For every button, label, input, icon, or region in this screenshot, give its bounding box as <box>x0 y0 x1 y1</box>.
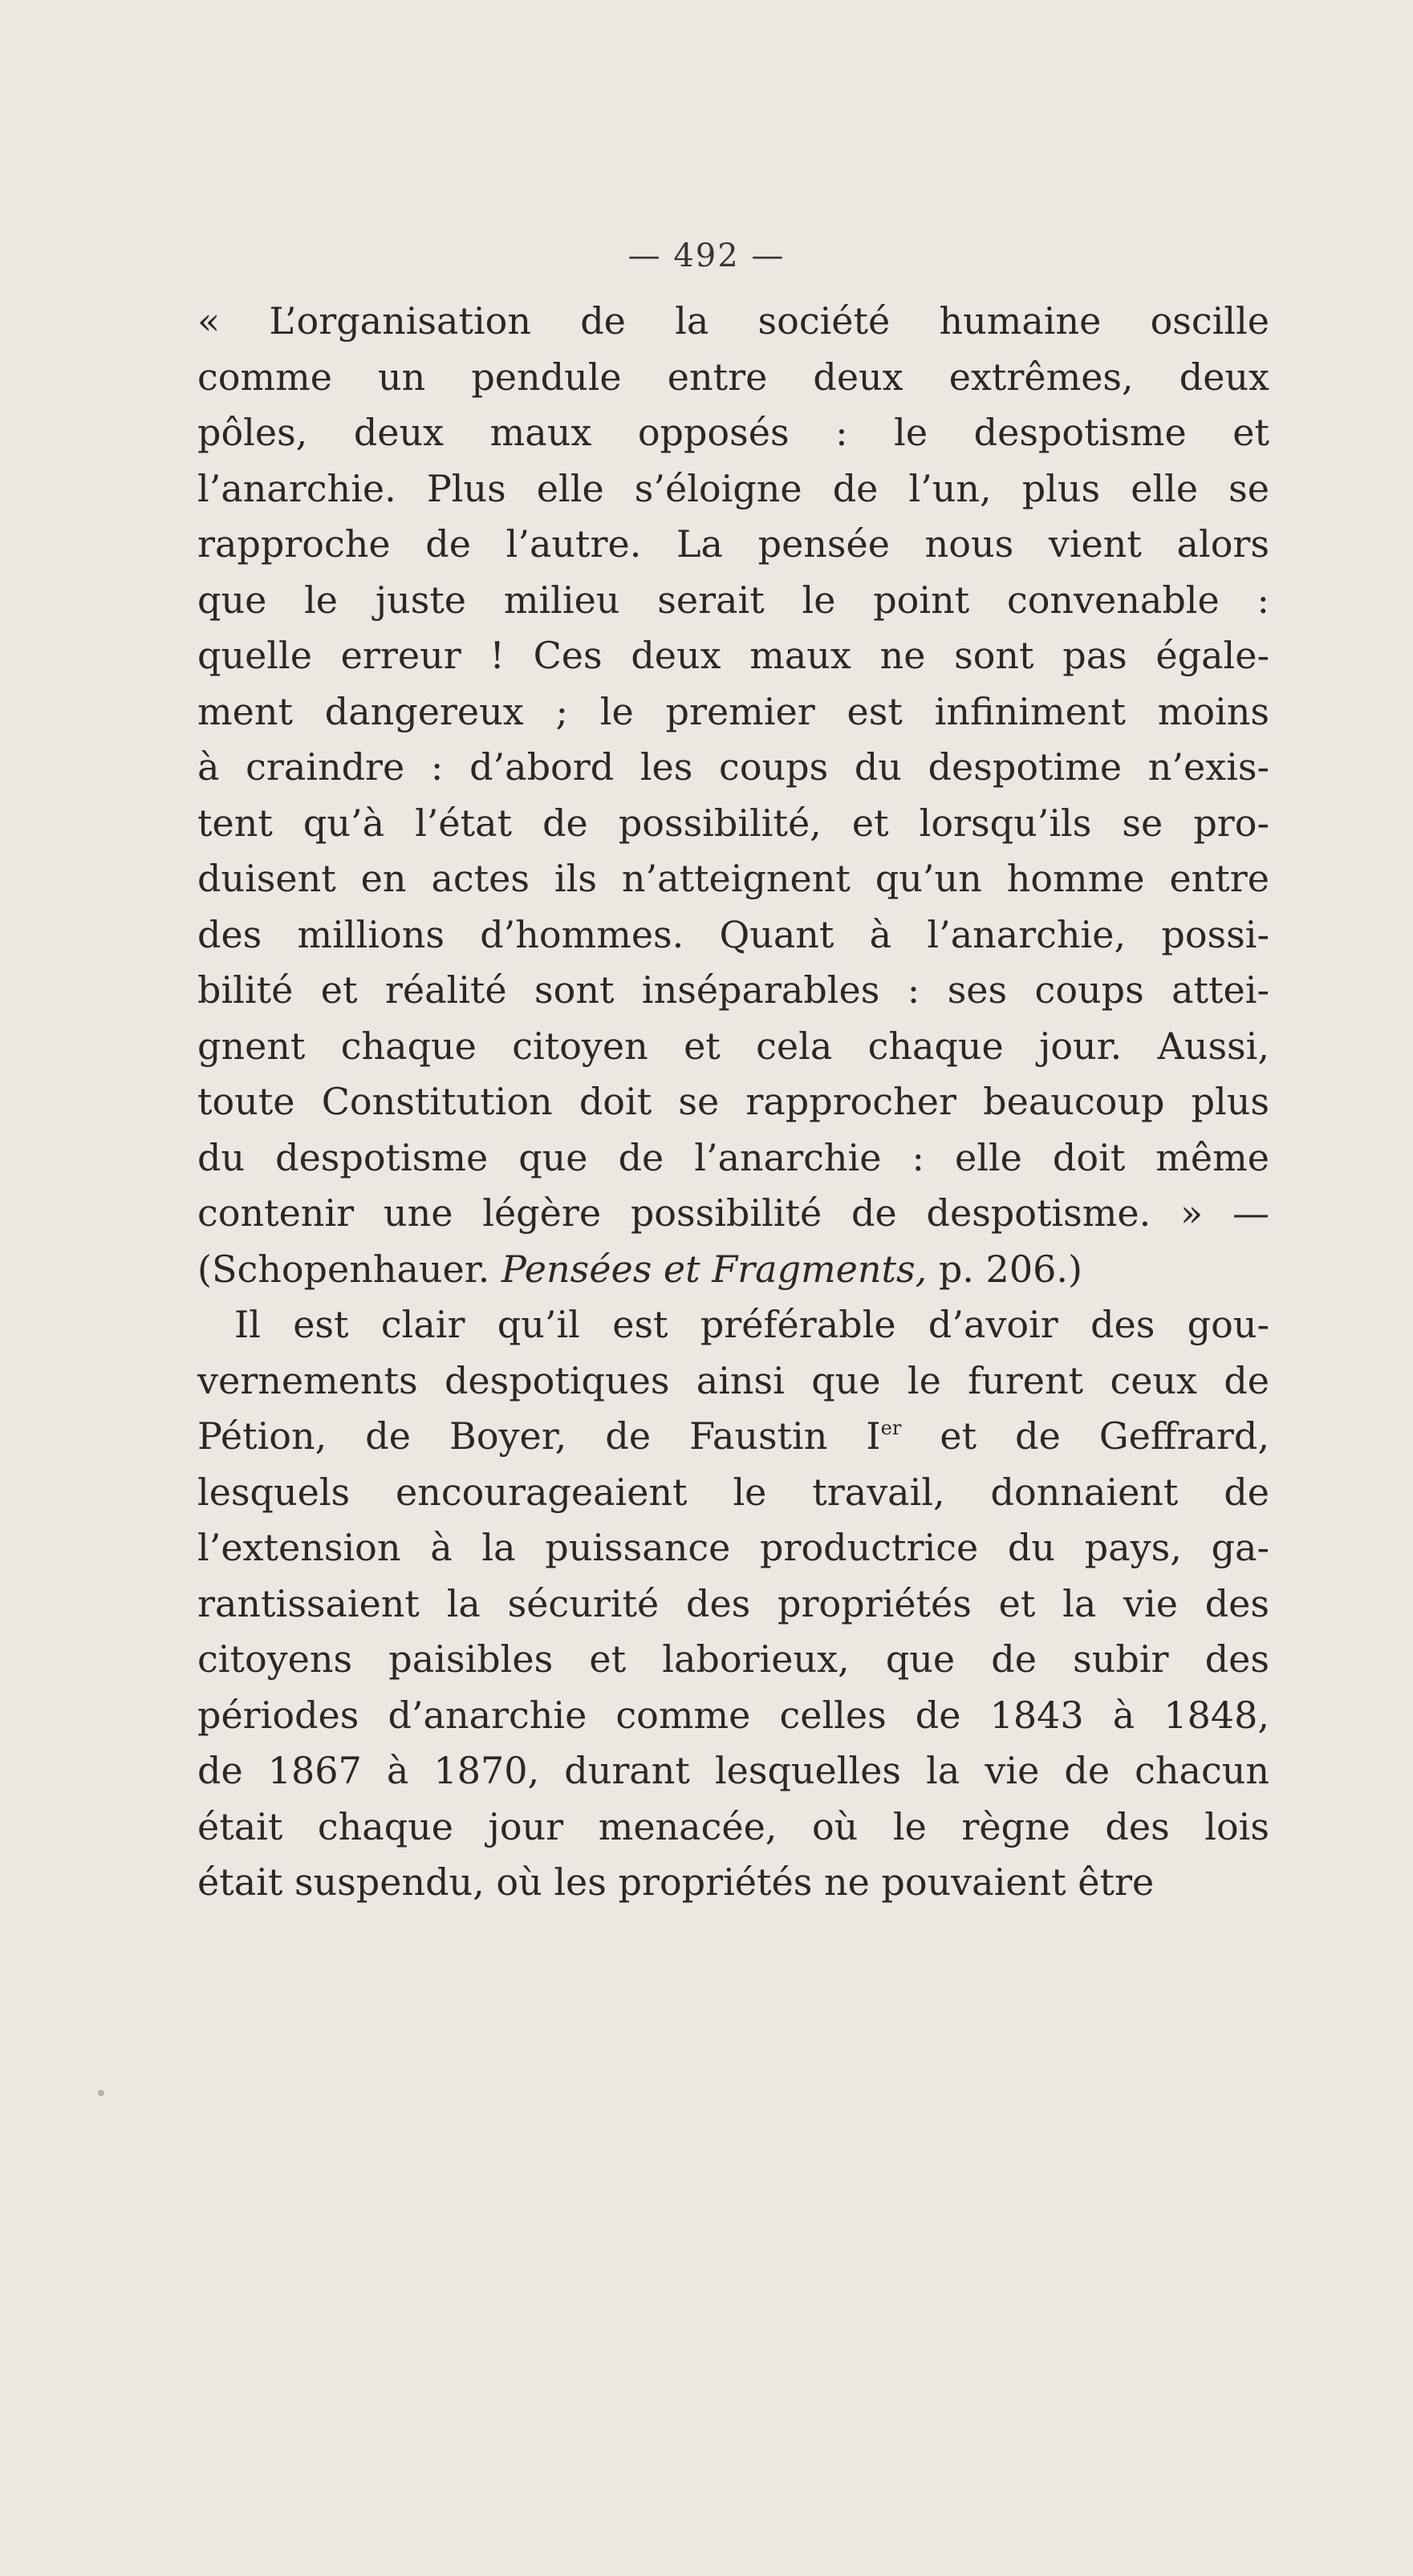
text-line: était chaque jour menacée, où le règne des lois <box>197 1804 1269 1848</box>
text-line: ment dangereux ; le premier est infiniment moins <box>197 689 1269 733</box>
text-line: bilité et réalité sont inséparables : ses coups attei- <box>197 968 1269 1012</box>
superscript: er <box>880 1417 902 1439</box>
text-line <box>197 1409 1269 1465</box>
text-line: « L’organisation de la société humaine oscille <box>197 299 1269 343</box>
text-line: l’anarchie. Plus elle s’éloigne de l’un, plus elle se <box>197 466 1269 510</box>
citation-line <box>197 1242 1269 1298</box>
text-line: des millions d’hommes. Quant à l’anarchie, possi- <box>197 912 1269 956</box>
page-number: — 492 — <box>627 237 786 274</box>
text-line: tent qu’à l’état de possibilité, et lorsqu’ils se pro- <box>197 801 1269 845</box>
text-line: à craindre : d’abord les coups du despotime n’exis- <box>197 745 1269 789</box>
text-line: pôles, deux maux opposés : le despotisme et <box>197 411 1269 454</box>
text-line: l’extension à la puissance productrice du pays, ga- <box>197 1526 1269 1569</box>
text-line: Il est clair qu’il est préférable d’avoir des gou- <box>234 1303 1269 1346</box>
text-line: quelle erreur ! Ces deux maux ne sont pas égale- <box>197 634 1269 677</box>
text-line: comme un pendule entre deux extrêmes, deux <box>197 355 1269 399</box>
text-segment: et de Geffrard, <box>901 1414 1269 1458</box>
text-line: de 1867 à 1870, durant lesquelles la vie de chacun <box>197 1749 1269 1792</box>
citation-author: (Schopenhauer. <box>197 1247 490 1291</box>
text-line: rantissaient la sécurité des propriétés et la vie des <box>197 1581 1269 1625</box>
text-line: que le juste milieu serait le point convenable : <box>197 578 1269 622</box>
text-line: duisent en actes ils n’atteignent qu’un homme entre <box>197 857 1269 900</box>
text-line: était suspendu, où les propriétés ne pouvaient être <box>197 1860 1155 1904</box>
text-body <box>197 294 1269 1911</box>
text-line: gnent chaque citoyen et cela chaque jour. Aussi, <box>197 1024 1269 1068</box>
text-segment: Pétion, de Boyer, de Faustin I <box>197 1414 881 1458</box>
citation-title: Pensées et Fragments, <box>501 1247 928 1291</box>
citation-page: p. 206.) <box>938 1247 1082 1291</box>
text-line: rapproche de l’autre. La pensée nous vient alors <box>197 522 1269 566</box>
text-line: périodes d’anarchie comme celles de 1843 à 1848, <box>197 1693 1269 1737</box>
text-line: vernements despotiques ainsi que le furent ceux de <box>197 1358 1269 1402</box>
text-line: toute Constitution doit se rapprocher beaucoup plus <box>197 1080 1269 1123</box>
text-line: lesquels encourageaient le travail, donnaient de <box>197 1470 1269 1514</box>
text-line: contenir une légère possibilité de despotisme. » — <box>197 1191 1269 1235</box>
text-line: citoyens paisibles et laborieux, que de subir des <box>197 1637 1269 1681</box>
text-line: du despotisme que de l’anarchie : elle doit même <box>197 1135 1269 1179</box>
paper-speck <box>98 2090 104 2096</box>
